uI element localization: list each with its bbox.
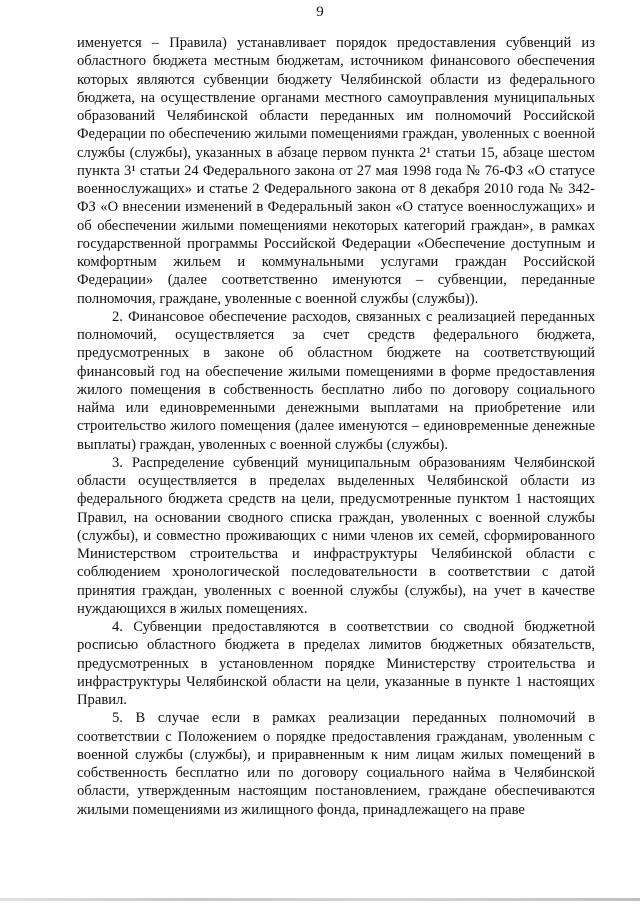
scan-bottom-edge bbox=[0, 898, 640, 901]
paragraph-3-distribution: 3. Распределение субвенций муниципальным образованиям Челябинской области осуществляется в пределах выделенных Челябинской области из федерального бюджета средств на цели, предусмотренные пунктом 1 настоящих Правил, на основании сводного списка граждан, уволенных с военной службы (службы), и совместно проживающих с ними членов их семей, сформированного Министерством строительства и инфраструктуры Челябинской области с соблюдением хронологической последовательности в соответствии с датой принятия граждан, уволенных с военной службы (службы), на учет в качестве нуждающихся в жилых помещениях. bbox=[77, 454, 595, 617]
paragraph-1-preamble: именуется – Правила) устанавливает порядок предоставления субвенций из областного бюджета местным бюджетам, источником финансового обеспечения которых являются субвенции бюджету Челябинской области из федерального бюджета, на осуществление органами местного самоуправления муниципальных образований Челябинской области переданных им полномочий Российской Федерации по обеспечению жилыми помещениями граждан, уволенных с военной службы (службы), указанных в абзаце первом пункта 2¹ статьи 15, абзаце шестом пункта 3¹ статьи 24 Федерального закона от 27 мая 1998 года № 76-ФЗ «О статусе военнослужащих» и статье 2 Федерального закона от 8 декабря 2010 года № 342-ФЗ «О внесении изменений в Федеральный закон «О статусе военнослужащих» и об обеспечении жилыми помещениями некоторых категорий граждан», в рамках государственной программы Российской Федерации «Обеспечение доступным и комфортным жильем и коммунальными услугами граждан Российской Федерации» (далее соответственно именуются – субвенции, переданные полномочия, граждане, уволенные с военной службы (службы)). bbox=[77, 35, 595, 307]
paragraph-5-housing: 5. В случае если в рамках реализации переданных полномочий в соответствии с Положением о порядке предоставления гражданам, уволенным с военной службы (службы), и приравненным к ним лицам жилых помещений в собственность бесплатно или по договору социального найма в Челябинской области, утвержденным настоящим постановлением, граждане обеспечиваются жилыми помещениями из жилищного фонда, принадлежащего на праве bbox=[77, 710, 595, 818]
paragraph-2-funding: 2. Финансовое обеспечение расходов, связанных с реализацией переданных полномочий, осуществляется за счет средств федерального бюджета, предусмотренных в законе об областном бюджете на соответствующий финансовый год на обеспечение жилыми помещениями в форме предоставления жилого помещения в собственность бесплатно либо по договору социального найма или единовременными денежными выплатами на приобретение или строительство жилого помещения (далее именуются – единовременные денежные выплаты) граждан, уволенных с военной службы (службы). bbox=[77, 308, 595, 453]
page-number: 9 bbox=[316, 4, 324, 20]
document-body bbox=[77, 34, 595, 819]
paragraph-4-provision: 4. Субвенции предоставляются в соответствии со сводной бюджетной росписью областного бюджета в пределах лимитов бюджетных обязательств, предусмотренных в установленном порядке Министерству строительства и инфраструктуры Челябинской области на цели, указанные в пункте 1 настоящих Правил. bbox=[77, 619, 595, 708]
